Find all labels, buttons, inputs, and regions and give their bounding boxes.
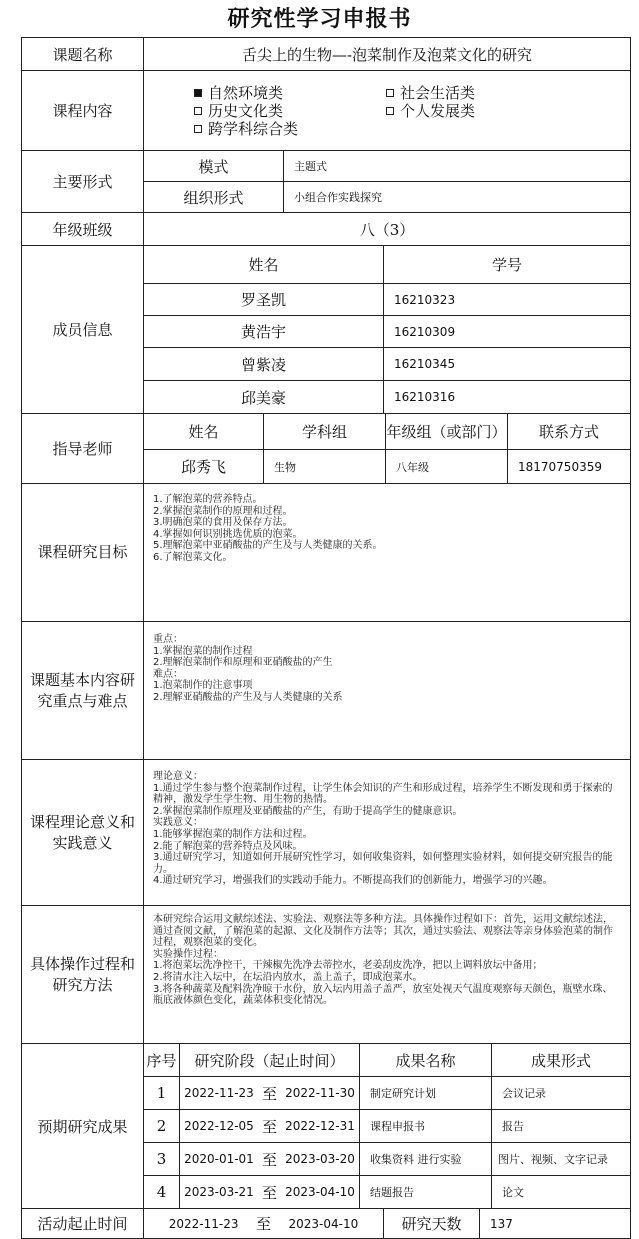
result-name: 收集资料 进行实验	[360, 1143, 492, 1176]
result-end: 2023-04-10	[285, 1185, 355, 1199]
course-options-cell	[144, 71, 631, 151]
result-end: 2023-03-20	[285, 1152, 355, 1166]
form-title: 研究性学习申报书	[227, 6, 412, 32]
course-option-social[interactable]: 社会生活类	[386, 82, 475, 103]
teacher-name: 邱秀飞	[144, 450, 264, 484]
teacher-grade-header: 年级组（或部门）	[386, 414, 508, 450]
org-value: 小组合作实践探究	[284, 182, 631, 213]
keypoints-label-cell	[22, 622, 144, 760]
goals-label: 课程研究目标	[22, 484, 144, 622]
org-label: 组织形式	[144, 182, 284, 213]
member-name: 邱美豪	[144, 381, 384, 414]
result-period	[180, 1077, 360, 1110]
result-form: 图片、视频、文字记录	[492, 1143, 631, 1176]
significance-label-cell	[22, 760, 144, 906]
teacher-label: 指导老师	[22, 414, 144, 484]
course-option-interdisciplinary[interactable]: 跨学科综合类	[194, 118, 298, 139]
result-form: 论文	[492, 1176, 631, 1209]
result-name: 结题报告	[360, 1176, 492, 1209]
course-label: 课程内容	[22, 71, 144, 151]
teacher-contact: 18170750359	[508, 450, 631, 484]
result-no: 2	[144, 1110, 180, 1143]
member-id: 16210316	[384, 381, 631, 414]
activity-period	[144, 1209, 384, 1239]
results-label: 预期研究成果	[22, 1044, 144, 1209]
application-form-table	[21, 37, 631, 1239]
result-to: 至	[261, 1183, 277, 1202]
result-no: 4	[144, 1176, 180, 1209]
results-stage-header: 研究阶段（起止时间）	[180, 1044, 360, 1077]
form-type-label: 主要形式	[22, 151, 144, 213]
result-form: 会议记录	[492, 1077, 631, 1110]
result-period	[180, 1176, 360, 1209]
methods-label-cell	[22, 906, 144, 1044]
keypoints-text: 重点： 1.掌握泡菜的制作过程 2.理解泡菜制作和原理和亚硝酸盐的产生 难点： 1.泡菜制作的注意事项 2.理解亚硝酸盐的产生及与人类健康的关系	[153, 634, 343, 703]
teacher-name-header: 姓名	[144, 414, 264, 450]
member-name: 黄浩宇	[144, 316, 384, 348]
result-end: 2022-11-30	[285, 1086, 355, 1100]
result-start: 2020-01-01	[184, 1152, 254, 1166]
member-id: 16210323	[384, 284, 631, 316]
results-name-header: 成果名称	[360, 1044, 492, 1077]
teacher-contact-header: 联系方式	[508, 414, 631, 450]
result-start: 2022-12-05	[184, 1119, 254, 1133]
member-id: 16210309	[384, 316, 631, 348]
checkbox-icon	[386, 89, 394, 97]
activity-to: 至	[255, 1215, 271, 1233]
checked-box-icon	[194, 89, 202, 97]
result-to: 至	[261, 1150, 277, 1169]
result-no: 3	[144, 1143, 180, 1176]
mode-label: 模式	[144, 151, 284, 182]
results-no-header: 序号	[144, 1044, 180, 1077]
member-name: 曾紫凌	[144, 348, 384, 381]
activity-end: 2023-04-10	[288, 1216, 359, 1231]
result-period	[180, 1110, 360, 1143]
topic-value: 舌尖上的生物—-泡菜制作及泡菜文化的研究	[144, 38, 631, 71]
activity-label: 活动起止时间	[22, 1209, 144, 1239]
member-name: 罗圣凯	[144, 284, 384, 316]
result-to: 至	[261, 1084, 277, 1103]
result-name: 制定研究计划	[360, 1077, 492, 1110]
keypoints-label: 课题基本内容研究重点与难点	[29, 670, 135, 710]
result-form: 报告	[492, 1110, 631, 1143]
checkbox-icon	[194, 125, 202, 133]
days-label: 研究天数	[384, 1209, 480, 1239]
course-option-natural[interactable]: 自然环境类	[194, 82, 283, 103]
result-end: 2022-12-31	[285, 1119, 355, 1133]
result-to: 至	[261, 1117, 277, 1136]
methods-text: 本研究综合运用文献综述法、实验法、观察法等多种方法。具体操作过程如下：首先，运用文献综述法，通过查阅文献，了解泡菜的起源、文化及制作方法等；其次，通过实验法、观察法等亲身体验泡菜的制作过程，观察泡菜的变化。 实验操作过程： 1.将泡菜坛洗净控干，干辣椒先洗净去蒂控水，老姜刮皮洗净，把以上调料放坛中备用； 2.将清水注入坛中，在坛沿内放水，盖上盖子，即成泡菜水。 3.将各种蔬菜及配料洗净晾干水份，放入坛内用盖子盖严，放室处视天气温度观察每天颜色，瓶壁水珠、瓶底液体颜色变化，蔬菜体积变化情况。	[153, 914, 613, 1007]
checkbox-icon	[194, 107, 202, 115]
significance-text: 理论意义： 1.通过学生参与整个泡菜制作过程，让学生体会知识的产生和形成过程，培养学生不断发现和勇于探索的精神，激发学生学生物、用生物的热情。 2.掌握泡菜制作原理及亚硝酸盐的产生，有助于提高学生的健康意识。 实践意义： 1.能够掌握泡菜的制作方法和过程。 2.能了解泡菜的营养特点及风味。 3.通过研究学习，知道如何开展研究性学习，如何收集资料，如何整理实验材料，如何提交研究报告的能力。 4.通过研究学习，增强我们的实践动手能力。不断提高我们的创新能力，增强学习的兴趣。	[153, 771, 613, 887]
result-start: 2023-03-21	[184, 1185, 254, 1199]
grade-value: 八（3）	[144, 213, 631, 246]
mode-value: 主题式	[284, 151, 631, 182]
days-value: 137	[480, 1209, 631, 1239]
result-no: 1	[144, 1077, 180, 1110]
teacher-subject: 生物	[264, 450, 386, 484]
result-period	[180, 1143, 360, 1176]
result-name: 课程申报书	[360, 1110, 492, 1143]
grade-label: 年级班级	[22, 213, 144, 246]
course-option-history[interactable]: 历史文化类	[194, 100, 283, 121]
teacher-grade-group: 八年级	[386, 450, 508, 484]
methods-label: 具体操作过程和研究方法	[29, 954, 135, 994]
activity-start: 2022-11-23	[168, 1216, 239, 1231]
topic-label: 课题名称	[22, 38, 144, 71]
goals-text: 1.了解泡菜的营养特点。 2.掌握泡菜制作的原理和过程。 3.明确泡菜的食用及保存方法。 4.掌握如何识别挑选优质的泡菜。 5.理解泡菜中亚硝酸盐的产生及与人类健康的关系。 6.了解泡菜文化。	[153, 494, 383, 563]
checkbox-icon	[386, 107, 394, 115]
member-id: 16210345	[384, 348, 631, 381]
significance-label: 课程理论意义和实践意义	[29, 812, 135, 852]
members-id-header: 学号	[384, 246, 631, 284]
teacher-subject-header: 学科组	[264, 414, 386, 450]
members-label: 成员信息	[22, 246, 144, 414]
members-name-header: 姓名	[144, 246, 384, 284]
results-form-header: 成果形式	[492, 1044, 631, 1077]
result-start: 2022-11-23	[184, 1086, 254, 1100]
course-option-personal[interactable]: 个人发展类	[386, 100, 475, 121]
